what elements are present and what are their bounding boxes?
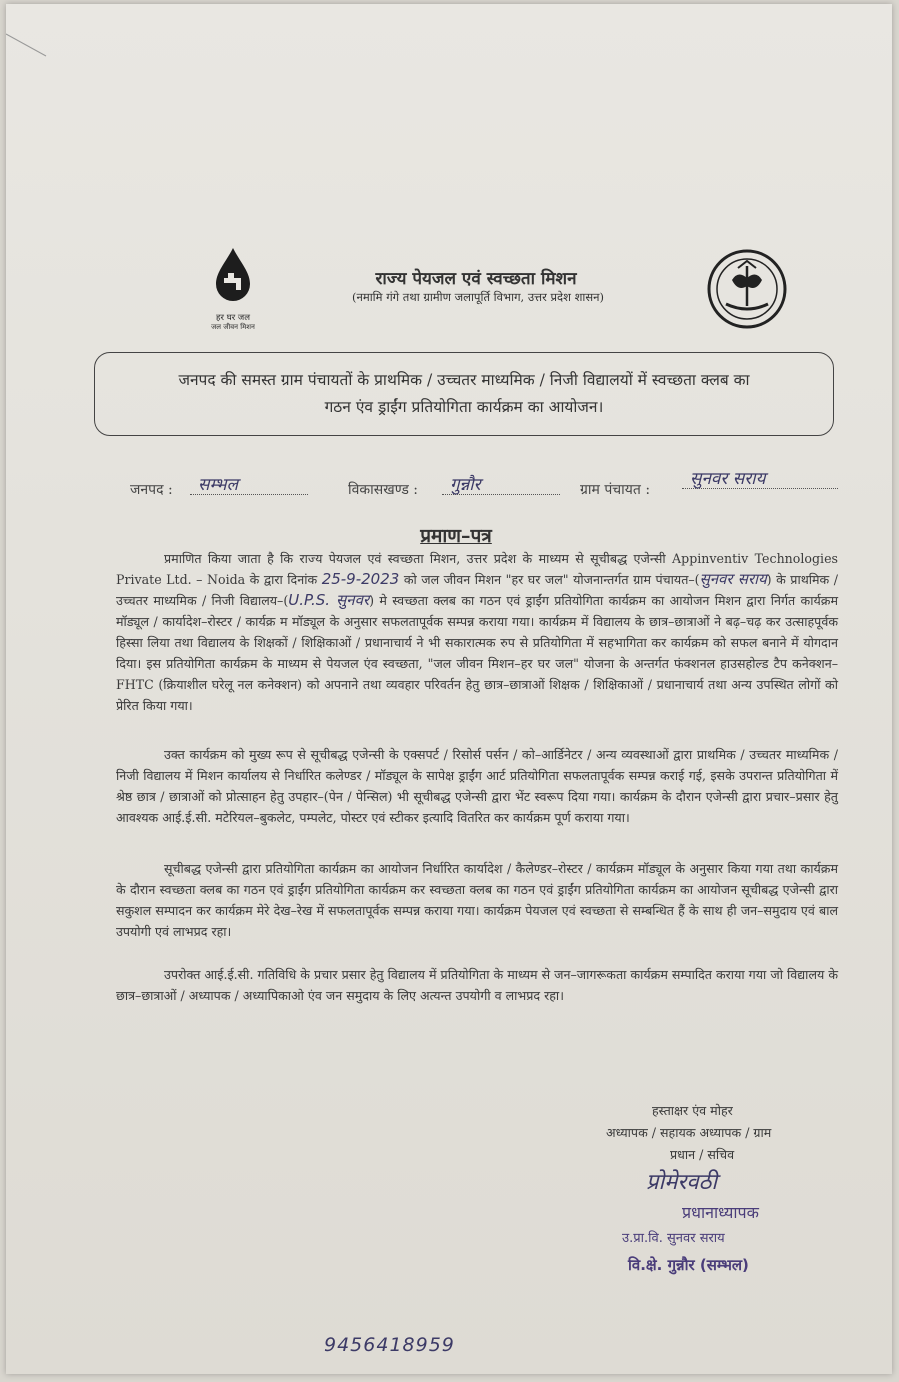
- up-government-emblem: [698, 248, 796, 330]
- para1-text-b: को जल जीवन मिशन "हर घर जल" योजनान्तर्गत ग्राम पंचायत–(: [403, 572, 700, 587]
- signatory-roles: अध्यापक / सहायक अध्यापक / ग्राम: [606, 1125, 772, 1140]
- para2-text: उक्त कार्यक्रम को मुख्य रूप से सूचीबद्ध एजेन्सी के एक्सपर्ट / रिसोर्स पर्सन / को–आर्डिनेटर / अन्य व्यवस्थाओं द्वारा प्राथमिक / उच्चतर माध्यमिक / निजी विद्यालय में मिशन कार्यालय से निर्धारित कलेण्डर / मॉड्यूल के सापेक्ष ड्राईंग आर्ट प्रतियोगिता सफलतापूर्वक सम्पन्न कराई गई, इसके उपरान्त प्रतियोगिता में श्रेष्ठ छात्र / छात्राओं को प्रोत्साहन हेतु उपहार–(पेन / पेन्सिल) भी सूचीबद्ध एजेन्सी द्वारा भेंट स्वरूप दिया गया। कार्यक्रम के दौरान एजेन्सी द्वारा प्रचार–प्रसार हेतु आवश्यक आई.ई.सी. मटेरियल–बुकलेट, पम्पलेट, पोस्टर एवं स्टीकर इत्यादि वितरित कर कार्यक्रम पूर्ण कराया गया।: [116, 747, 838, 825]
- paragraph-4: [116, 964, 838, 1006]
- handwritten-signature: प्रोमेरवठी: [646, 1170, 718, 1195]
- logo-caption: हर घर जल: [216, 313, 250, 323]
- banner-line-2: गठन एंव ड्राईंग प्रतियोगिता कार्यक्रम का आयोजन।: [324, 398, 604, 416]
- block-label: विकासखण्ड :: [348, 482, 419, 498]
- signatory-roles-2: प्रधान / सचिव: [670, 1147, 735, 1162]
- document-page: [6, 4, 892, 1374]
- water-drop-icon: [198, 246, 268, 308]
- school-stamp: [618, 1200, 848, 1278]
- para4-text: उपरोक्त आई.ई.सी. गतिविधि के प्रचार प्रसार हेतु विद्यालय में प्रतियोगिता के माध्यम से जन–जागरूकता कार्यक्रम सम्पादित कराया गया जो विद्यालय के छात्र–छात्राओं / अध्यापक / अध्यापिकाओ एंव जन समुदाय के लिए अत्यन्त उपयोगी व लाभप्रद रहा।: [116, 967, 838, 1003]
- mission-subtitle: (नमामि गंगे तथा ग्रामीण जलापूर्ति विभाग, उत्तर प्रदेश शासन): [351, 290, 605, 304]
- stamp-line-2: उ.प्रा.वि. सुनवर सराय: [622, 1231, 725, 1246]
- emblem-icon: [698, 248, 796, 330]
- signature-label: हस्ताक्षर एंव मोहर: [652, 1103, 733, 1118]
- paragraph-1: [116, 548, 838, 716]
- certificate-title: प्रमाण–पत्र: [420, 525, 492, 547]
- para1-text-a: प्रमाणित किया जाता है कि राज्य पेयजल एवं स्वच्छता मिशन, उत्तर प्रदेश के माध्यम से सूचीबद्ध एजेन्सी Appinventiv Technologies Private Ltd. – Noida के द्वारा दिनांक: [116, 551, 838, 587]
- event-date: 25-9-2023: [321, 570, 400, 588]
- phone-number: 9456418959: [324, 1334, 455, 1356]
- event-banner: [94, 352, 834, 436]
- banner-line-1: जनपद की समस्त ग्राम पंचायतों के प्राथमिक / उच्चतर माध्यमिक / निजी विद्यालयों में स्वच्छता क्लब का: [178, 371, 750, 389]
- logo-subcaption: जल जीवन मिशन: [211, 323, 255, 331]
- school-name: U.P.S. सुनवर: [288, 591, 370, 609]
- para1-text-d: ) मे स्वच्छता क्लब का गठन एवं ड्राईंग प्रतियोगिता कार्यक्रम का आयोजन मिशन द्वारा निर्गत कार्यक्रम मॉड्यूल / कार्यादेश–रोस्टर / कार्यक्र म मॉड्यूल के अनुसार सफलतापूर्वक सम्पन्न कराया गया। कार्यक्रम में विद्यालय के छात्र–छात्राओं ने बढ़–चढ़ कर उत्साहपूर्वक हिस्सा लिया तथा विद्यालय के शिक्षकों / शिक्षिकाओं / प्रधानाचार्य ने भी सकारात्मक रुप से प्रतियोगिता में सहभागिता कर कार्यक्रम को सफल बनाने में योगदान दिया। इस प्रतियोगिता कार्यक्रम के माध्यम से पेयजल एंव स्वच्छता, "जल जीवन मिशन–हर घर जल" योजना के अन्तर्गत फंक्शनल हाउसहोल्ड टैप कनेक्शन–FHTC (क्रियाशील घरेलू नल कनेक्शन) को अपनाने तथा व्यवहार परिवर्तन हेतु छात्र–छात्राओं शिक्षक / शिक्षिकाओं / प्रधानाचार्य तथा अन्य उपस्थित लोगों को प्रेरित किया गया।: [116, 593, 838, 713]
- gram-label: ग्राम पंचायत :: [580, 482, 651, 498]
- paper-fold-mark: [6, 4, 66, 64]
- para1-text-c: ) के प्राथमिक / उच्चतर माध्यमिक / निजी विद्यालय–(: [116, 572, 838, 608]
- district-value: सम्भल: [190, 472, 308, 495]
- stamp-line-1: प्रधानाध्यापक: [682, 1203, 759, 1222]
- signature-block: [606, 1100, 846, 1166]
- stamp-line-3: वि.क्षे. गुन्नौर (सम्भल): [628, 1256, 749, 1274]
- har-ghar-jal-logo: [198, 246, 268, 332]
- location-fields: [126, 469, 846, 506]
- gram-panchayat-name: सुनवर सराय: [699, 570, 767, 588]
- gram-value: सुनवर सराय: [682, 466, 838, 489]
- district-label: जनपद :: [130, 482, 173, 498]
- mission-title: राज्य पेयजल एवं स्वच्छता मिशन: [375, 269, 577, 289]
- para3-text: सूचीबद्ध एजेन्सी द्वारा प्रतियोगिता कार्यक्रम का आयोजन निर्धारित कार्यादेश / कैलेण्डर–रोस्टर / कार्यक्रम मॉड्यूल के अनुसार किया गया तथा कार्यक्रम के दौरान स्वच्छता क्लब का गठन एवं ड्राईंग प्रतियोगिता कार्यक्रम कर स्वच्छता क्लब का गठन एवं ड्राईंग प्रतियोगिता कार्यक्रम का आयोजन सूचीबद्ध एजेन्सी द्वारा सकुशल सम्पादन कर कार्यक्रम मेरे देख–रेख में सफलतापूर्वक सम्पन्न कराया गया। कार्यक्रम पेयजल एवं स्वच्छता से सम्बन्धित हैं के साथ ही जन–समुदाय एवं बाल उपयोगी एवं लाभप्रद रहा।: [116, 861, 838, 939]
- paragraph-3: [116, 858, 838, 942]
- paragraph-2: [116, 744, 838, 828]
- block-value: गुन्नौर: [442, 472, 560, 495]
